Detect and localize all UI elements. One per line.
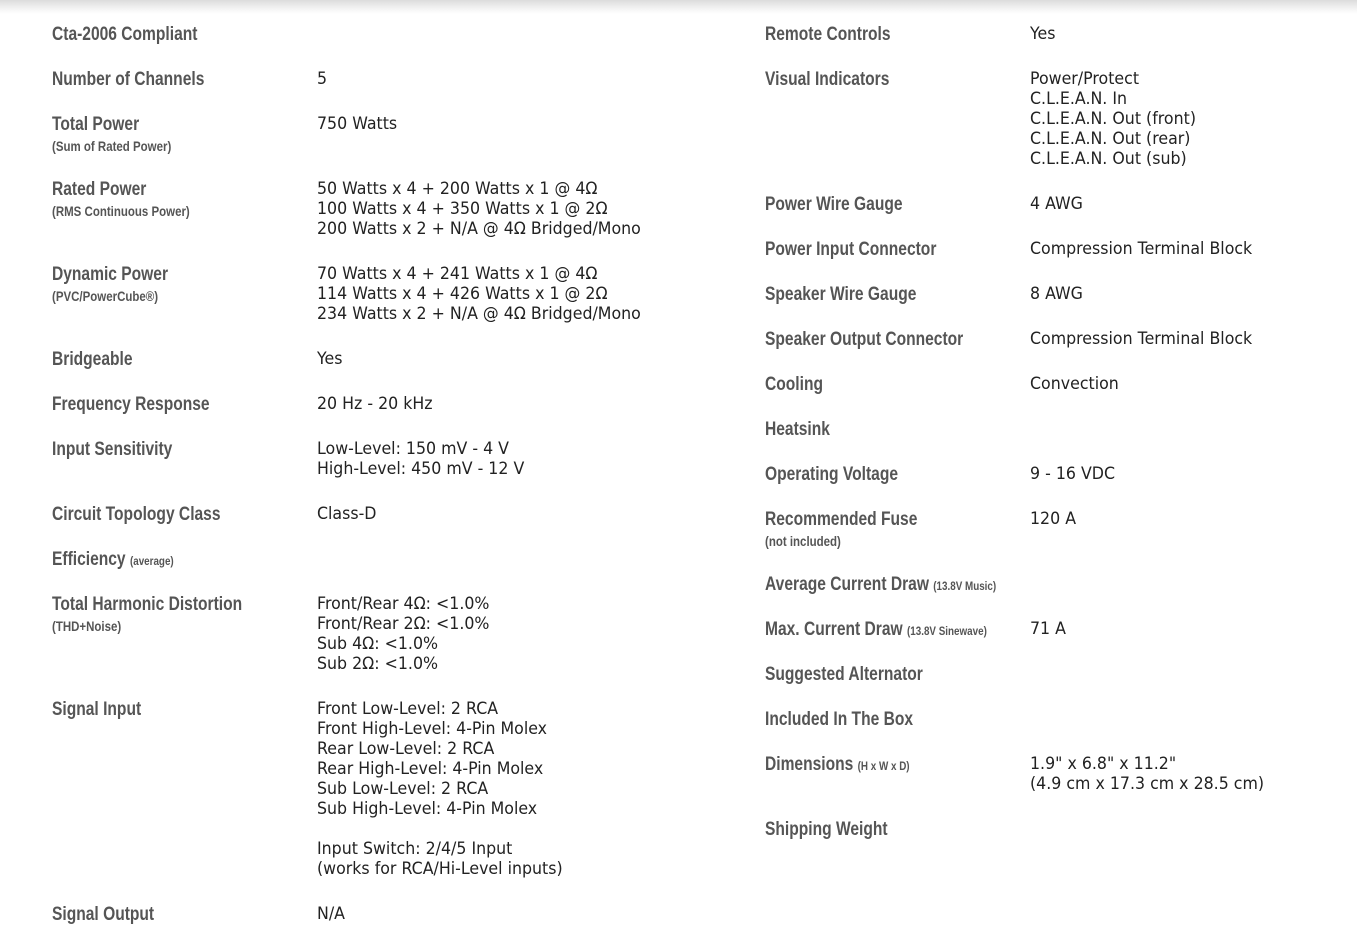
spec-label-text: Recommended Fuse bbox=[765, 509, 918, 530]
spec-label bbox=[52, 394, 314, 416]
spec-row-total-power bbox=[52, 114, 398, 156]
spec-label-text: Heatsink bbox=[765, 419, 830, 440]
spec-label-note: (PVC/PowerCube®) bbox=[52, 288, 159, 304]
spec-label bbox=[52, 264, 314, 306]
spec-value-line: Compression Terminal Block bbox=[1030, 239, 1253, 259]
spec-value-line: Power/Protect bbox=[1030, 69, 1140, 89]
spec-value bbox=[1030, 284, 1083, 304]
spec-row-rated-power bbox=[52, 179, 641, 239]
spec-value-line: C.L.E.A.N. In bbox=[1030, 89, 1128, 109]
spec-label-note: (H x W x D) bbox=[857, 759, 910, 773]
spec-row-total-harmonic-distortion bbox=[52, 594, 490, 674]
spec-label-text: Max. Current Draw bbox=[765, 619, 903, 640]
spec-value-line: 4 AWG bbox=[1030, 194, 1083, 214]
spec-row-number-of-channels bbox=[52, 69, 372, 91]
spec-value bbox=[317, 264, 641, 324]
spec-value bbox=[1030, 239, 1252, 259]
spec-row-power-wire-gauge bbox=[765, 194, 1085, 216]
spec-label bbox=[765, 24, 1027, 46]
spec-value-line: 750 Watts bbox=[317, 114, 398, 134]
spec-row-dynamic-power bbox=[52, 264, 641, 324]
spec-label bbox=[52, 594, 314, 636]
spec-label bbox=[52, 24, 314, 46]
spec-label bbox=[765, 239, 1027, 261]
spec-value-line: N/A bbox=[317, 904, 345, 924]
spec-label-text: Bridgeable bbox=[52, 349, 133, 370]
spec-value-line: Yes bbox=[1030, 24, 1056, 44]
spec-value-line: 9 - 16 VDC bbox=[1030, 464, 1115, 484]
spec-label-note: (13.8V Music) bbox=[933, 579, 997, 593]
spec-value-line: 234 Watts x 2 + N/A @ 4Ω Bridged/Mono bbox=[317, 304, 641, 324]
spec-row-cta-2006-compliant bbox=[52, 24, 372, 46]
spec-label-note: (THD+Noise) bbox=[52, 618, 122, 634]
spec-value-line: Front Low-Level: 2 RCA bbox=[317, 699, 499, 719]
spec-label-text: Power Wire Gauge bbox=[765, 194, 903, 215]
spec-label-text: Total Power bbox=[52, 114, 140, 135]
spec-row-efficiency bbox=[52, 549, 372, 572]
spec-value-line: Class-D bbox=[317, 504, 377, 524]
spec-value bbox=[1030, 194, 1083, 214]
spec-row-dimensions bbox=[765, 754, 1265, 794]
spec-label-text: Included In The Box bbox=[765, 709, 914, 730]
spec-value-line: 50 Watts x 4 + 200 Watts x 1 @ 4Ω bbox=[317, 179, 598, 199]
spec-value-line: High-Level: 450 mV - 12 V bbox=[317, 459, 525, 479]
spec-label bbox=[765, 284, 1027, 306]
spec-label-text: Dimensions bbox=[765, 754, 854, 775]
spec-label-note: (Sum of Rated Power) bbox=[52, 138, 172, 154]
spec-row-signal-input bbox=[52, 699, 563, 879]
spec-value bbox=[1030, 754, 1264, 794]
spec-label bbox=[52, 699, 314, 721]
spec-value bbox=[1030, 329, 1252, 349]
spec-label bbox=[52, 504, 314, 526]
spec-value-line: (works for RCA/Hi-Level inputs) bbox=[317, 859, 563, 879]
spec-label-text: Number of Channels bbox=[52, 69, 205, 90]
spec-row-signal-output bbox=[52, 904, 372, 926]
spec-row-shipping-weight bbox=[765, 819, 1085, 841]
spec-row-recommended-fuse bbox=[765, 509, 1085, 551]
spec-label-text: Efficiency bbox=[52, 549, 126, 570]
spec-value bbox=[317, 69, 327, 89]
spec-row-included-in-the-box bbox=[765, 709, 1085, 731]
spec-value bbox=[317, 439, 524, 479]
spec-label-text: Power Input Connector bbox=[765, 239, 937, 260]
spec-label bbox=[765, 69, 1027, 91]
spec-label-text: Rated Power bbox=[52, 179, 147, 200]
spec-label-text: Operating Voltage bbox=[765, 464, 899, 485]
spec-value-line: Sub 4Ω: <1.0% bbox=[317, 634, 439, 654]
spec-label-text: Dynamic Power bbox=[52, 264, 169, 285]
spec-value-line: C.L.E.A.N. Out (rear) bbox=[1030, 129, 1191, 149]
spec-value bbox=[317, 594, 489, 674]
spec-row-speaker-output-connector bbox=[765, 329, 1253, 351]
spec-label-text: Signal Input bbox=[52, 699, 142, 720]
spec-label bbox=[52, 179, 314, 221]
spec-label-text: Total Harmonic Distortion bbox=[52, 594, 243, 615]
spec-value-line: Rear Low-Level: 2 RCA bbox=[317, 739, 495, 759]
spec-value bbox=[1030, 24, 1056, 44]
spec-label-note: (13.8V Sinewave) bbox=[906, 624, 987, 638]
spec-row-operating-voltage bbox=[765, 464, 1115, 486]
spec-label bbox=[765, 194, 1027, 216]
spec-label bbox=[765, 709, 1027, 731]
spec-value-line: Front High-Level: 4-Pin Molex bbox=[317, 719, 548, 739]
spec-label-text: Speaker Wire Gauge bbox=[765, 284, 917, 305]
spec-value bbox=[317, 699, 563, 879]
spec-value-line: C.L.E.A.N. Out (sub) bbox=[1030, 149, 1187, 169]
spec-value-line: C.L.E.A.N. Out (front) bbox=[1030, 109, 1196, 129]
spec-label bbox=[765, 419, 1027, 441]
spec-label bbox=[52, 349, 314, 371]
spec-label bbox=[52, 439, 314, 461]
spec-label-text: Cta-2006 Compliant bbox=[52, 24, 198, 45]
spec-label bbox=[765, 509, 1027, 551]
spec-label bbox=[52, 69, 314, 91]
spec-label-text: Remote Controls bbox=[765, 24, 891, 45]
spec-label-note: (not included) bbox=[765, 533, 841, 549]
spec-value-line: 70 Watts x 4 + 241 Watts x 1 @ 4Ω bbox=[317, 264, 598, 284]
spec-value bbox=[1030, 509, 1076, 529]
spec-value-line: 114 Watts x 4 + 426 Watts x 1 @ 2Ω bbox=[317, 284, 608, 304]
spec-label-text: Speaker Output Connector bbox=[765, 329, 964, 350]
spec-row-input-sensitivity bbox=[52, 439, 525, 479]
spec-row-cooling bbox=[765, 374, 1119, 396]
spec-value-line: Compression Terminal Block bbox=[1030, 329, 1253, 349]
spec-label-text: Input Sensitivity bbox=[52, 439, 173, 460]
spec-value-line: Input Switch: 2/4/5 Input bbox=[317, 839, 513, 859]
spec-label bbox=[765, 574, 1027, 597]
spec-row-average-current-draw bbox=[765, 574, 1085, 597]
spec-value-line: Sub Low-Level: 2 RCA bbox=[317, 779, 489, 799]
spec-value bbox=[317, 179, 641, 239]
spec-label bbox=[765, 464, 1027, 486]
spec-label-text: Frequency Response bbox=[52, 394, 210, 415]
spec-value-line: Front/Rear 4Ω: <1.0% bbox=[317, 594, 490, 614]
spec-value bbox=[317, 504, 376, 524]
spec-label-text: Circuit Topology Class bbox=[52, 504, 221, 525]
header-shadow bbox=[0, 0, 1357, 14]
spec-row-speaker-wire-gauge bbox=[765, 284, 1085, 306]
spec-label bbox=[765, 664, 1027, 686]
spec-value-line: Front/Rear 2Ω: <1.0% bbox=[317, 614, 490, 634]
spec-row-visual-indicators bbox=[765, 69, 1196, 169]
spec-row-heatsink bbox=[765, 419, 1085, 441]
spec-value-line: 5 bbox=[317, 69, 328, 89]
spec-label-text: Average Current Draw bbox=[765, 574, 929, 595]
spec-label bbox=[52, 549, 314, 572]
spec-label-text: Signal Output bbox=[52, 904, 155, 925]
spec-value-line: Rear High-Level: 4-Pin Molex bbox=[317, 759, 544, 779]
spec-value bbox=[1030, 69, 1196, 169]
spec-value bbox=[317, 349, 343, 369]
spec-value bbox=[1030, 374, 1119, 394]
spec-value-line: 200 Watts x 2 + N/A @ 4Ω Bridged/Mono bbox=[317, 219, 641, 239]
spec-label-text: Visual Indicators bbox=[765, 69, 890, 90]
spec-value bbox=[1030, 464, 1115, 484]
spec-value bbox=[1030, 619, 1066, 639]
spec-row-frequency-response bbox=[52, 394, 433, 416]
spec-value-line: Convection bbox=[1030, 374, 1119, 394]
spec-value-line: 100 Watts x 4 + 350 Watts x 1 @ 2Ω bbox=[317, 199, 608, 219]
spec-value-line: 120 A bbox=[1030, 509, 1077, 529]
spec-value bbox=[317, 114, 397, 134]
spec-row-max-current-draw bbox=[765, 619, 1085, 642]
spec-row-bridgeable bbox=[52, 349, 372, 371]
spec-label bbox=[765, 374, 1027, 396]
spec-row-remote-controls bbox=[765, 24, 1085, 46]
spec-value bbox=[317, 904, 345, 924]
spec-label bbox=[765, 619, 1027, 642]
spec-label-text: Suggested Alternator bbox=[765, 664, 923, 685]
spec-row-power-input-connector bbox=[765, 239, 1253, 261]
spec-value bbox=[317, 394, 433, 414]
spec-label-note: (average) bbox=[129, 554, 174, 568]
spec-label bbox=[765, 754, 1027, 777]
spec-value-line: 8 AWG bbox=[1030, 284, 1083, 304]
spec-value-line: Yes bbox=[317, 349, 343, 369]
spec-value-line: Low-Level: 150 mV - 4 V bbox=[317, 439, 510, 459]
spec-row-circuit-topology-class bbox=[52, 504, 377, 526]
spec-label-note: (RMS Continuous Power) bbox=[52, 203, 190, 219]
spec-value-line: 20 Hz - 20 kHz bbox=[317, 394, 433, 414]
spec-value-line: Sub High-Level: 4-Pin Molex bbox=[317, 799, 538, 819]
spec-label-text: Shipping Weight bbox=[765, 819, 888, 840]
spec-label bbox=[52, 904, 314, 926]
spec-value-line: (4.9 cm x 17.3 cm x 28.5 cm) bbox=[1030, 774, 1265, 794]
spec-label bbox=[52, 114, 314, 156]
spec-value-line: 1.9" x 6.8" x 11.2" bbox=[1030, 754, 1177, 774]
spec-row-suggested-alternator bbox=[765, 664, 1085, 686]
spec-label bbox=[765, 819, 1027, 841]
spec-label-text: Cooling bbox=[765, 374, 823, 395]
spec-value-line: Sub 2Ω: <1.0% bbox=[317, 654, 439, 674]
spec-value-line bbox=[317, 819, 563, 839]
spec-label bbox=[765, 329, 1027, 351]
spec-value-line: 71 A bbox=[1030, 619, 1066, 639]
